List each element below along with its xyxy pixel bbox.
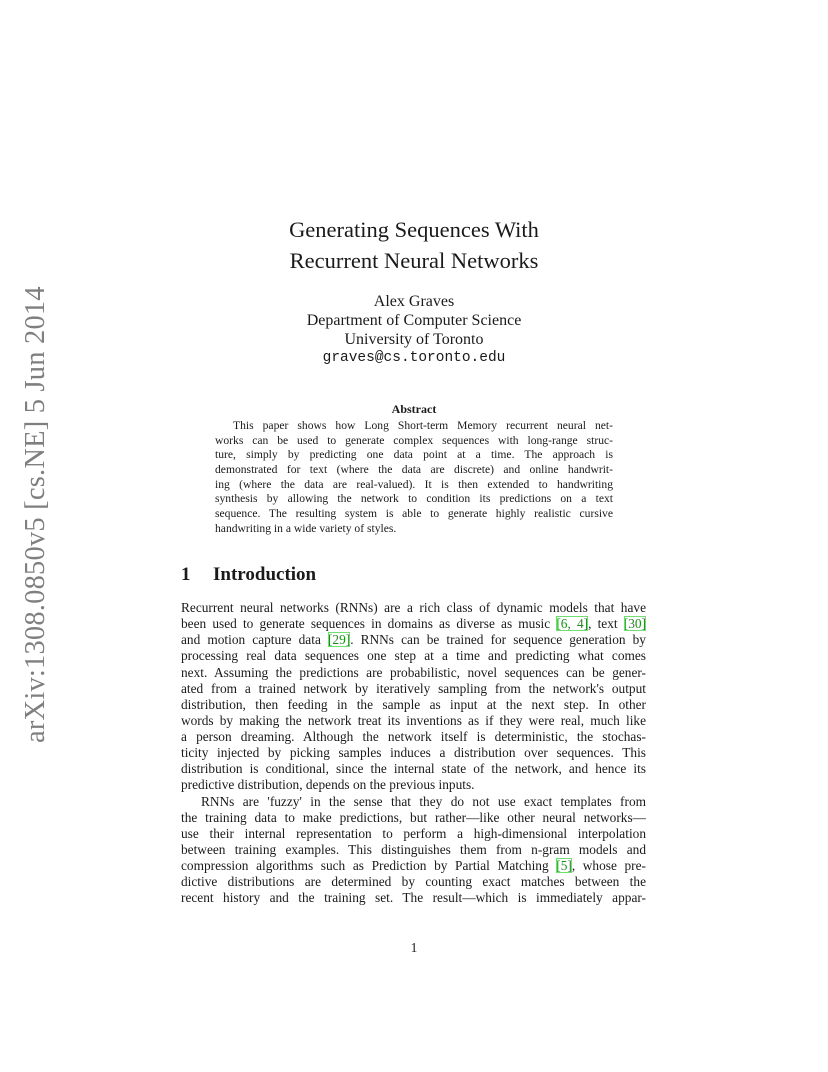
- body-line: distribution is conditional, since the internal state of the network, and hence its: [181, 761, 646, 776]
- section-heading: [181, 564, 316, 586]
- body-line: distribution, then feeding in the sample as input at the next step. In other: [181, 697, 646, 712]
- citation-link[interactable]: [5]: [556, 858, 572, 873]
- body-line: processing real data sequences one step at a time and predicting what comes: [181, 648, 646, 663]
- abstract-line: sequence. The resulting system is able to generate highly realistic cursive: [215, 507, 613, 520]
- body-line: RNNs are 'fuzzy' in the sense that they do not use exact templates from: [201, 794, 646, 809]
- abstract-line: This paper shows how Long Short-term Memory recurrent neural net-: [233, 419, 613, 432]
- citation-link[interactable]: [29]: [327, 632, 351, 647]
- citation-link[interactable]: [6, 4]: [556, 616, 589, 631]
- body-line: the training data to make predictions, but rather—like other neural networks—: [181, 810, 646, 825]
- abstract-line: demonstrated for text (where the data are discrete) and online handwrit-: [215, 463, 613, 476]
- section-title: Introduction: [213, 564, 317, 585]
- abstract-line: ture, simply by predicting one data point at a time. The approach is: [215, 448, 613, 461]
- body-line: words by making the network treat its inventions as if they were real, much like: [181, 713, 646, 728]
- body-line: use their internal representation to perform a high-dimensional interpolation: [181, 826, 646, 841]
- author-name: Alex Graves: [373, 293, 455, 310]
- paper-title-line-1: Generating Sequences With: [289, 217, 539, 242]
- abstract-line: works can be used to generate complex sequences with long-range struc-: [215, 434, 613, 447]
- body-line: ticity injected by picking samples induces a distribution over sequences. This: [181, 745, 646, 760]
- author-email: graves@cs.toronto.edu: [322, 350, 506, 366]
- body-line: Recurrent neural networks (RNNs) are a rich class of dynamic models that have: [181, 600, 646, 615]
- body-line: dictive distributions are determined by counting exact matches between the: [181, 874, 646, 889]
- body-line: next. Assuming the predictions are probabilistic, novel sequences can be gener-: [181, 665, 646, 680]
- author-university: University of Toronto: [344, 331, 484, 348]
- body-line: been used to generate sequences in domains as diverse as music [6, 4], text [30]: [181, 616, 646, 631]
- body-line: recent history and the training set. The result—which is immediately appar-: [181, 890, 646, 905]
- abstract-heading: Abstract: [391, 402, 437, 416]
- page-number: 1: [410, 940, 418, 955]
- section-number: 1: [181, 564, 191, 585]
- body-line: ated from a trained network by iteratively sampling from the network's output: [181, 681, 646, 696]
- abstract-line: handwriting in a wide variety of styles.: [215, 522, 397, 535]
- paper-title-line-2: Recurrent Neural Networks: [289, 248, 539, 273]
- body-line: compression algorithms such as Prediction by Partial Matching [5], whose pre-: [181, 858, 646, 873]
- body-line: a person dreaming. Although the network itself is deterministic, the stochas-: [181, 729, 646, 744]
- body-line: between training examples. This distinguishes them from n-gram models and: [181, 842, 646, 857]
- body-line: and motion capture data [29]. RNNs can be trained for sequence generation by: [181, 632, 646, 647]
- arxiv-identifier: arXiv:1308.0850v5 [cs.NE] 5 Jun 2014: [20, 286, 51, 743]
- body-line: predictive distribution, depends on the previous inputs.: [181, 777, 475, 792]
- author-department: Department of Computer Science: [306, 312, 522, 329]
- abstract-line: ing (where the data are real-valued). It is then extended to handwriting: [215, 478, 613, 491]
- abstract-line: synthesis by allowing the network to condition its predictions on a text: [215, 492, 613, 505]
- citation-link[interactable]: [30]: [623, 616, 646, 631]
